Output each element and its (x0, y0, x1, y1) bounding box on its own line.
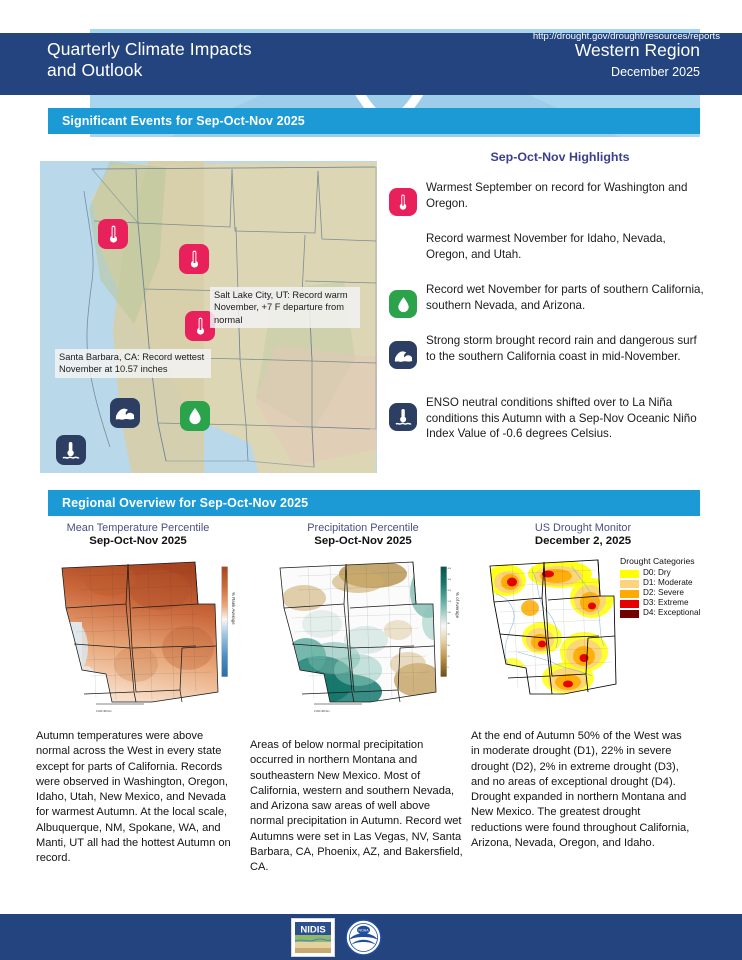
legend-swatch-d4 (620, 610, 639, 618)
callout-santa-barbara: Santa Barbara, CA: Record wettest November at 10.57 inches (55, 349, 211, 378)
header-region-block (575, 40, 700, 81)
highlights-title: Sep-Oct-Nov Highlights (490, 150, 630, 164)
legend-row-d3 (620, 599, 738, 609)
water-drop-icon (389, 290, 417, 318)
thermometer-icon (107, 224, 120, 244)
panel-title-line-2: Sep-Oct-Nov 2025 (89, 535, 187, 547)
highlight-item-3 (389, 282, 707, 318)
nidis-logo (291, 918, 335, 957)
legend-label-d1: D1: Moderate (643, 578, 693, 588)
thermometer-icon (194, 316, 207, 336)
thermometer-icon (188, 249, 201, 269)
map-pin-surf-socal[interactable] (110, 398, 140, 428)
svg-text:NIDIS: NIDIS (300, 924, 326, 936)
thermometer-ocean-icon (62, 440, 80, 461)
svg-text:400: 400 (447, 568, 452, 570)
precipitation-colorbar (440, 566, 452, 678)
panel-title-drought (478, 522, 688, 548)
svg-text:110: 110 (447, 612, 451, 614)
region-label: Western Region (574, 40, 700, 60)
highlight-item-5 (389, 395, 707, 442)
thermometer-ocean-icon (389, 403, 417, 431)
svg-text:0 200 400 km: 0 200 400 km (314, 710, 330, 713)
svg-text:150: 150 (447, 601, 452, 603)
highlight-text: Record wet November for parts of southern California, southern Nevada, and Arizona. (426, 283, 704, 312)
svg-text:70: 70 (447, 634, 450, 636)
highlight-text: Strong storm brought record rain and dangerous surf to the southern California coast in mid-November. (426, 334, 697, 363)
legend-swatch-d2 (620, 590, 639, 598)
panel-title-line-1: US Drought Monitor (534, 522, 632, 534)
panel-title-line-1: Precipitation Percentile (307, 522, 419, 534)
highlight-text: Record warmest November for Idaho, Nevada, Oregon, and Utah. (426, 232, 666, 261)
panel-body-precipitation: Areas of below normal precipitation occurred in northern Montana and southeastern New Mexico. Most of California, western and southern Nevada, and Arizona saw areas of well above normal precipitation in Autumn. Record wet Autumns were set in Las Vegas, NV, Santa Barbara, CA, Phoenix, AZ, and Bakersfield, CA. (250, 739, 463, 874)
temperature-colorbar-label: % Rank Average (231, 592, 236, 625)
panel-title-line-2: Sep-Oct-Nov 2025 (314, 535, 412, 547)
footer-title: Western Region Quarterly Impacts and Outlook | December 2025 (442, 12, 720, 23)
svg-text:5: 5 (447, 667, 449, 669)
section-bar-significant-events: Significant Events for Sep-Oct-Nov 2025 (48, 108, 700, 134)
drought-legend-title: Drought Categories (620, 556, 695, 566)
legend-row-d4 (620, 609, 738, 619)
drought-legend (620, 556, 738, 619)
noaa-logo (345, 919, 382, 956)
significant-events-map (40, 161, 377, 473)
section-bar-regional-overview: Regional Overview for Sep-Oct-Nov 2025 (48, 490, 700, 516)
callout-salt-lake-city: Salt Lake City, UT: Record warm November, +7 F departure from normal (210, 287, 360, 328)
issue-date: December 2025 (611, 65, 700, 79)
highlight-text: ENSO neutral conditions shifted over to La Niña conditions this Autumn with a Sep-Nov Oceanic Niño Index Value of -0.6 degrees Celsius. (426, 396, 697, 441)
title-line-1: Quarterly Climate Impacts (47, 39, 252, 59)
us-drought-monitor-map (472, 552, 632, 717)
svg-text:0 200 400 km: 0 200 400 km (96, 710, 112, 713)
panel-body-drought: At the end of Autumn 50% of the West was in moderate drought (D1), 22% in severe drought (D2), 2% in extreme drought (D3), and no areas of exceptional drought (D4). Drought expanded in northern Montana and New Mexico. The greatest drought reductions were found throughout California, Arizona, Nevada, Oregon, and Idaho. (471, 730, 690, 850)
svg-text:200: 200 (447, 590, 452, 592)
footer-url[interactable]: http://drought.gov/drought/resources/reports (532, 31, 720, 42)
title-line-2: and Outlook (47, 60, 143, 80)
legend-label-d2: D2: Severe (643, 588, 684, 598)
thermometer-icon (389, 188, 417, 216)
footer-contacts: Contacts: D. McEvoy (mcevoyd@dri.edu) (30, 15, 207, 26)
map-pin-thermometer-wa[interactable] (98, 219, 128, 249)
highlight-item-1 (389, 180, 707, 216)
water-drop-icon (188, 407, 202, 425)
legend-swatch-d0 (620, 570, 639, 578)
wave-surf-icon (115, 404, 135, 422)
legend-label-d0: D0: Dry (643, 568, 671, 578)
legend-swatch-d3 (620, 600, 639, 608)
panel-title-line-2: December 2, 2025 (534, 535, 632, 547)
svg-text:50: 50 (447, 645, 450, 647)
highlight-text: Warmest September on record for Washington and Oregon. (426, 181, 688, 210)
legend-label-d4: D4: Exceptional (643, 608, 701, 618)
highlight-item-4 (389, 333, 707, 369)
map-pin-precip-az[interactable] (180, 401, 210, 431)
legend-row-d2 (620, 589, 738, 599)
map-pin-thermometer-mt[interactable] (179, 244, 209, 274)
legend-row-d0 (620, 569, 738, 579)
page-title (47, 39, 252, 81)
svg-text:90: 90 (447, 623, 450, 625)
svg-text:25: 25 (447, 656, 450, 658)
panel-title-line-1: Mean Temperature Percentile (66, 522, 210, 534)
legend-label-d3: D3: Extreme (643, 598, 689, 608)
highlight-item-2 (389, 231, 707, 267)
svg-text:NOAA: NOAA (358, 928, 369, 933)
legend-swatch-d1 (620, 580, 639, 588)
mean-temperature-percentile-map (40, 552, 240, 717)
temperature-colorbar (221, 566, 231, 678)
legend-row-d1 (620, 579, 738, 589)
wave-surf-icon (389, 341, 417, 369)
panel-title-precipitation (258, 522, 468, 548)
map-pin-enso-ocean[interactable] (56, 435, 86, 465)
precipitation-colorbar-label: % of Average (455, 592, 460, 619)
footer-right-block (443, 11, 720, 44)
panel-body-temperature: Autumn temperatures were above normal across the West in every state except for parts of California. Records were observed in Washington, Oregon, Idaho, Utah, New Mexico, and Nevada for warmest Autumn. At the local scale, Albuquerque, NM, Spokane, WA, and Manti, UT all had the hottest Autumn on record. (36, 730, 231, 865)
svg-text:300: 300 (447, 579, 452, 581)
panel-title-temperature (33, 522, 243, 548)
precipitation-percentile-map (258, 552, 458, 717)
